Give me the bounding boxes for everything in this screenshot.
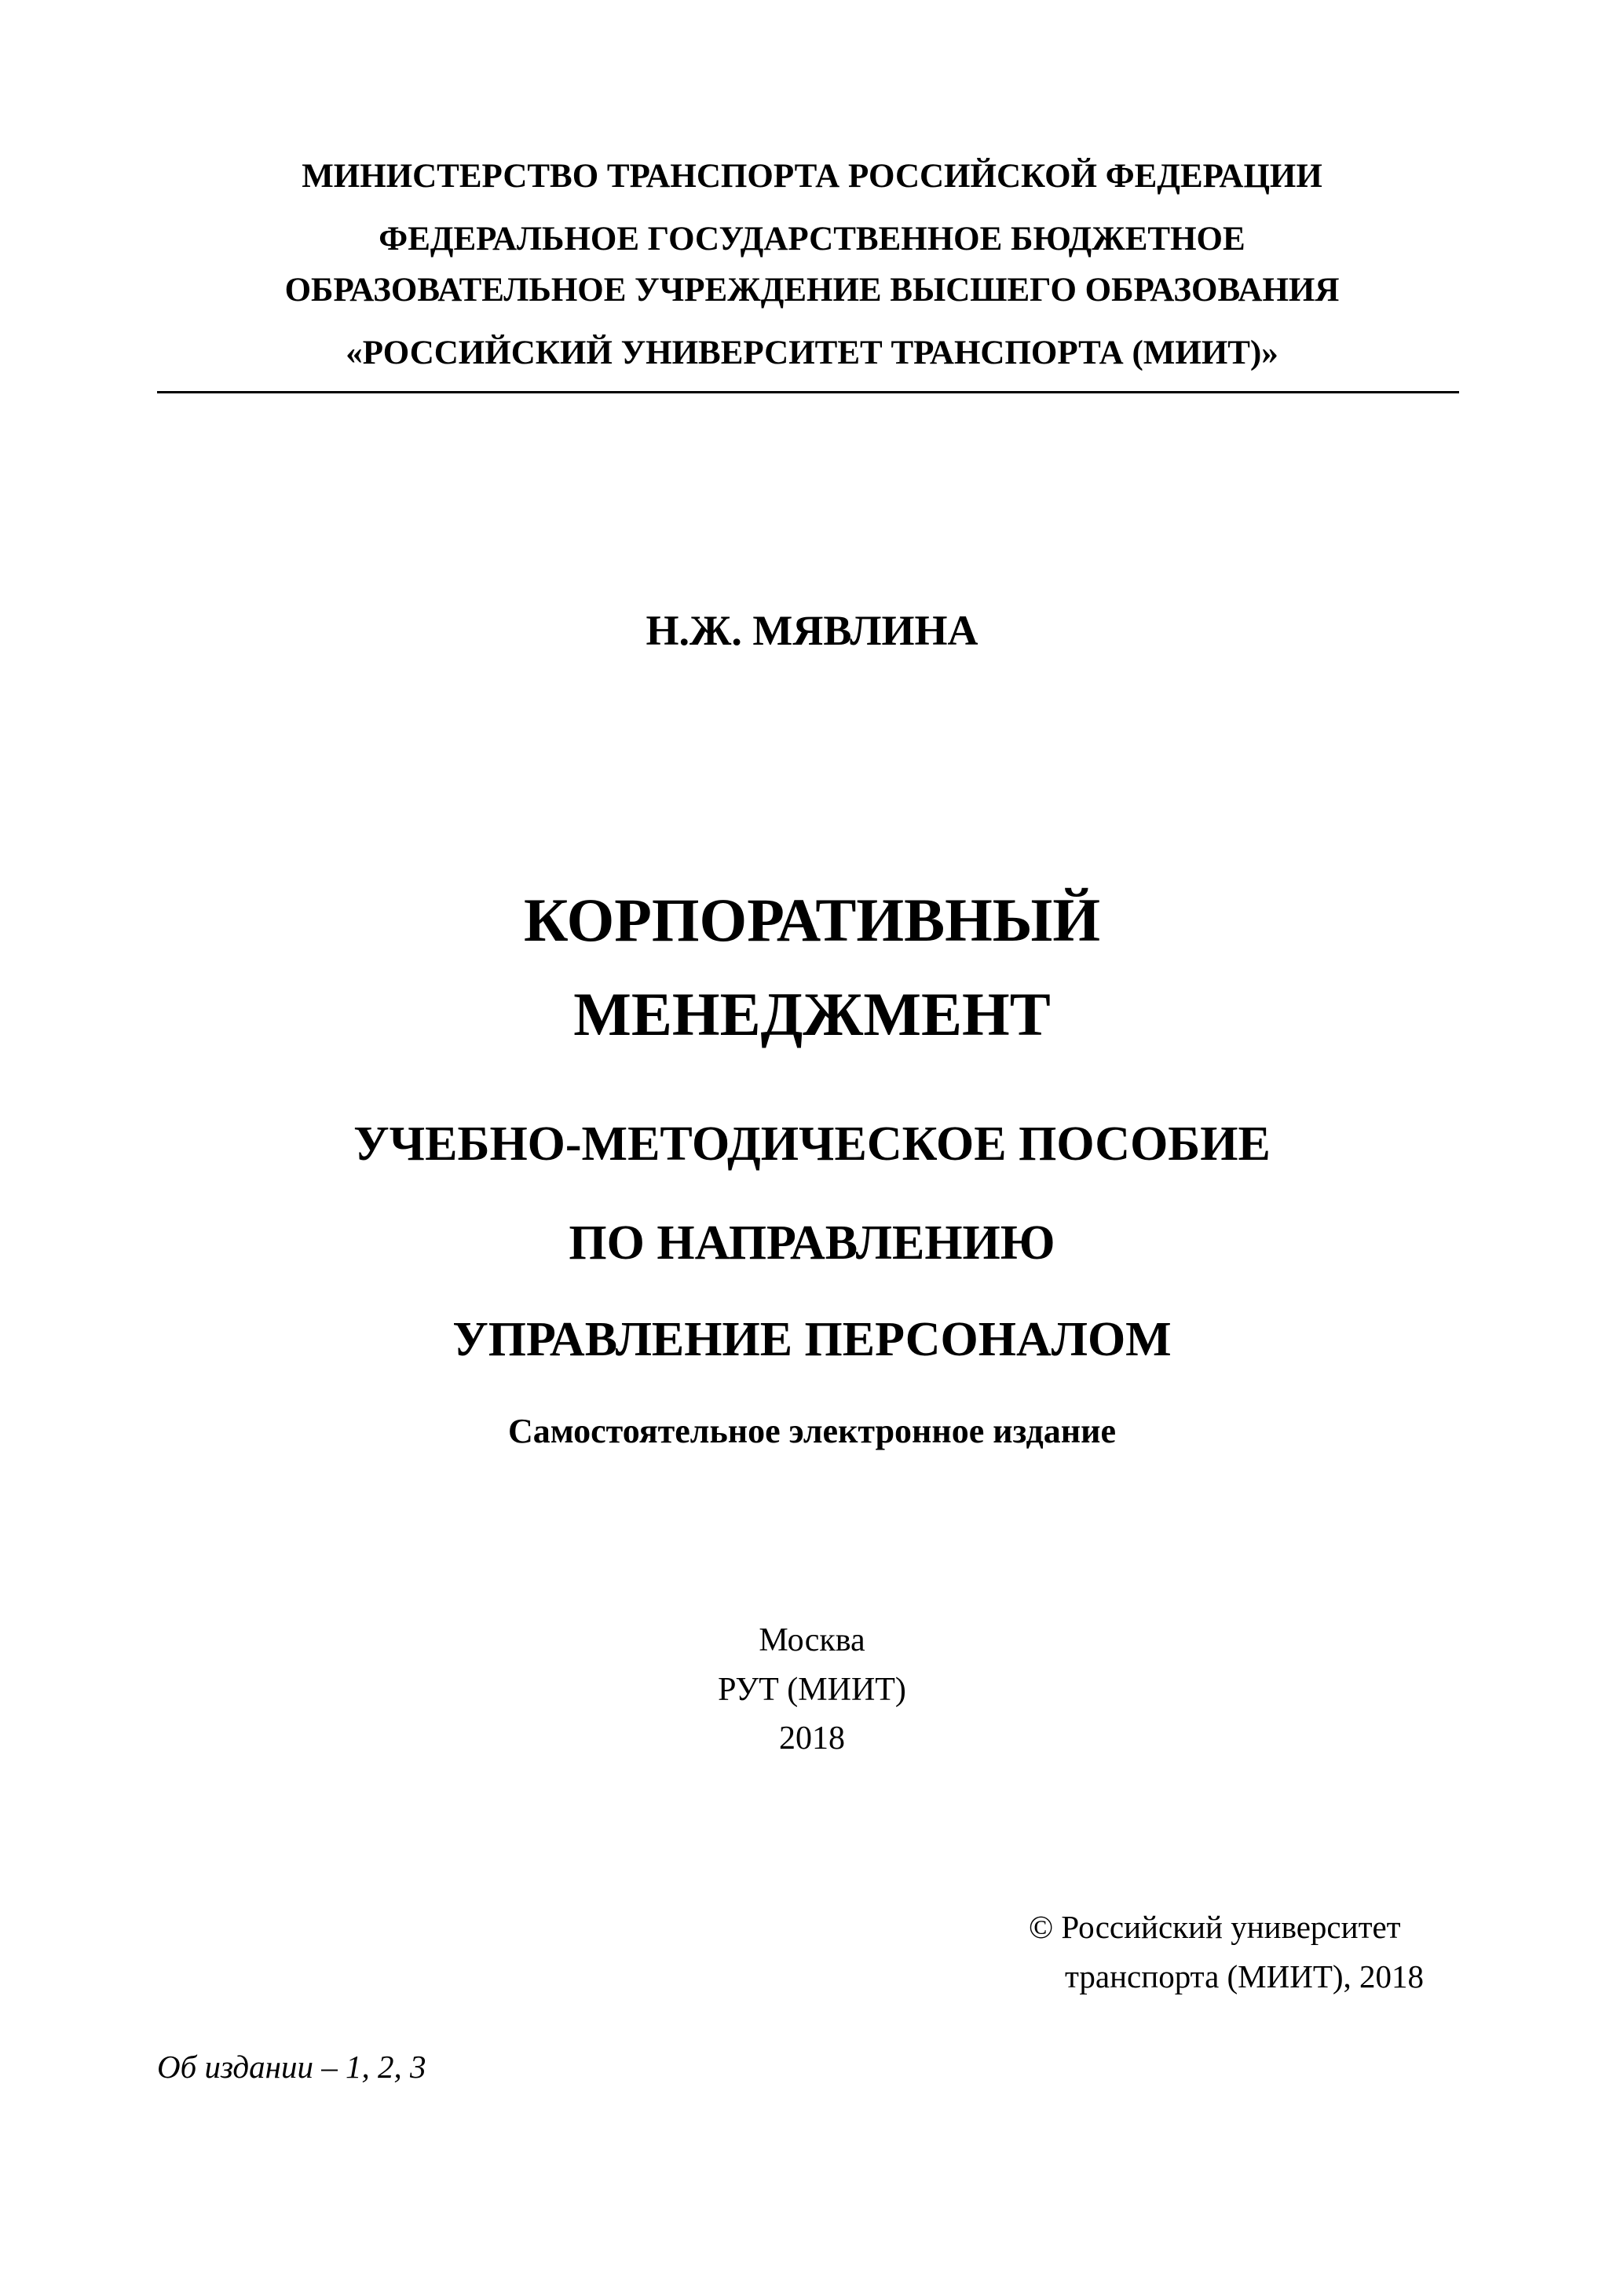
imprint-publisher: РУТ (МИИТ) <box>718 1672 906 1708</box>
subtitle-line-3: УПРАВЛЕНИЕ ПЕРСОНАЛОМ <box>452 1313 1172 1366</box>
book-title-line-1: КОРПОРАТИВНЫЙ <box>523 886 1101 954</box>
author-name: Н.Ж. МЯВЛИНА <box>646 607 978 654</box>
institution-heading-line-2: ОБРАЗОВАТЕЛЬНОЕ УЧРЕЖДЕНИЕ ВЫСШЕГО ОБРАЗОВАНИЯ <box>284 272 1340 309</box>
ministry-heading: МИНИСТЕРСТВО ТРАНСПОРТА РОССИЙСКОЙ ФЕДЕРАЦИИ <box>302 158 1322 195</box>
imprint-city: Москва <box>759 1622 865 1658</box>
edition-type: Самостоятельное электронное издание <box>507 1412 1117 1450</box>
subtitle-line-2: ПО НАПРАВЛЕНИЮ <box>569 1216 1055 1270</box>
book-title-line-2: МЕНЕДЖМЕНТ <box>573 980 1051 1048</box>
copyright-line-1: © Российский университет <box>1029 1909 1401 1945</box>
imprint-year: 2018 <box>779 1720 845 1757</box>
subtitle-line-1: УЧЕБНО-МЕТОДИЧЕСКОЕ ПОСОБИЕ <box>353 1117 1271 1171</box>
about-edition-note: Об издании – 1, 2, 3 <box>157 2049 426 2085</box>
header-divider <box>157 391 1459 393</box>
university-heading: «РОССИЙСКИЙ УНИВЕРСИТЕТ ТРАНСПОРТА (МИИТ)» <box>346 335 1278 371</box>
institution-heading-line-1: ФЕДЕРАЛЬНОЕ ГОСУДАРСТВЕННОЕ БЮДЖЕТНОЕ <box>379 221 1245 258</box>
copyright-line-2: транспорта (МИИТ), 2018 <box>1065 1958 1425 1994</box>
